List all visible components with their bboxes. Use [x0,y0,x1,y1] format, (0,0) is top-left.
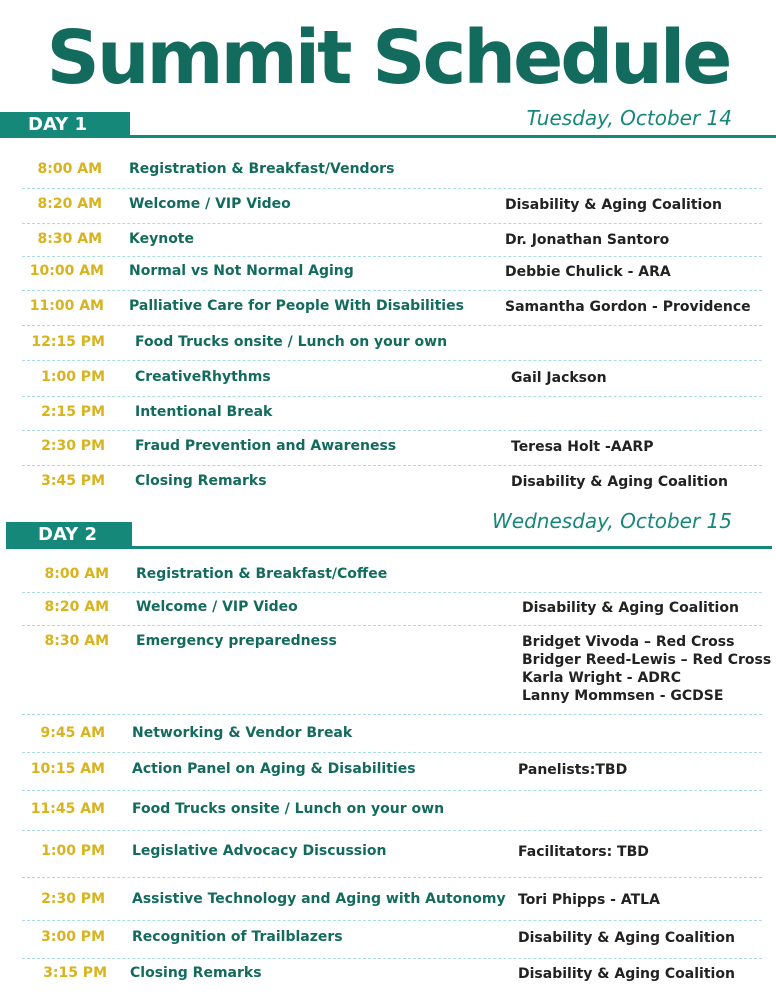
row-divider [22,752,762,753]
row-divider [22,714,762,715]
speaker-name: Bridger Reed-Lewis – Red Cross [522,652,772,668]
row-divider [22,877,762,878]
session-title: Recognition of Trailblazers [132,929,343,945]
day-1-date: Tuesday, October 14 [526,106,732,130]
session-speakers [511,473,728,491]
row-divider [22,920,762,921]
speaker-name: Disability & Aging Coalition [511,474,728,490]
session-speakers [511,438,653,456]
row-divider [22,223,762,224]
session-speakers [505,298,751,316]
session-speakers [518,965,735,983]
session-speakers [518,843,649,861]
session-title: Legislative Advocacy Discussion [132,843,387,859]
session-time: 10:00 AM [29,263,104,279]
session-title: Food Trucks onsite / Lunch on your own [135,334,448,350]
session-title: Action Panel on Aging & Disabilities [132,761,416,777]
speaker-name: Facilitators: TBD [518,844,649,860]
session-time: 8:20 AM [44,599,109,615]
session-title: Registration & Breakfast/Vendors [129,161,395,177]
session-title: Welcome / VIP Video [136,599,298,615]
speaker-name: Disability & Aging Coalition [518,966,735,982]
session-time: 8:00 AM [37,161,102,177]
session-time: 8:30 AM [37,231,102,247]
session-speakers [518,761,627,779]
row-divider [22,396,762,397]
session-title: Welcome / VIP Video [129,196,291,212]
row-divider [22,790,762,791]
speaker-name: Debbie Chulick - ARA [505,264,671,280]
session-speakers [505,196,722,214]
session-time: 2:15 PM [41,404,105,420]
session-time: 1:00 PM [41,843,105,859]
session-speakers [511,369,607,387]
session-time: 3:45 PM [41,473,105,489]
session-speakers [505,263,671,281]
session-speakers [518,891,660,909]
session-time: 2:30 PM [41,891,105,907]
row-divider [22,830,762,831]
speaker-name: Karla Wright - ADRC [522,670,681,686]
speaker-name: Panelists:TBD [518,762,628,778]
session-title: Registration & Breakfast/Coffee [136,566,388,582]
speaker-name: Teresa Holt -AARP [511,439,654,455]
session-time: 3:15 PM [43,965,107,981]
row-divider [22,360,762,361]
session-time: 12:15 PM [31,334,105,350]
session-time: 8:30 AM [44,633,109,649]
session-title: Palliative Care for People With Disabilities [129,298,464,314]
session-title: Keynote [129,231,194,247]
session-title: Closing Remarks [135,473,267,489]
session-title: Networking & Vendor Break [132,725,353,741]
speaker-name: Disability & Aging Coalition [522,600,739,616]
page-title: Summit Schedule [46,15,730,101]
row-divider [22,290,762,291]
session-time: 3:00 PM [41,929,105,945]
session-time: 8:20 AM [37,196,102,212]
row-divider [22,188,762,189]
row-divider [22,958,762,959]
row-divider [22,465,762,466]
session-title: Food Trucks onsite / Lunch on your own [132,801,445,817]
speaker-name: Lanny Mommsen - GCDSE [522,688,724,704]
session-title: Normal vs Not Normal Aging [129,263,354,279]
session-title: Intentional Break [135,404,273,420]
speaker-name: Tori Phipps - ATLA [518,892,660,908]
speaker-name: Bridget Vivoda – Red Cross [522,634,735,650]
day-1-label: DAY 1 [0,112,130,138]
speaker-name: Dr. Jonathan Santoro [505,232,670,248]
speaker-name: Gail Jackson [511,370,607,386]
session-title: Emergency preparedness [136,633,337,649]
row-divider [22,430,762,431]
session-speakers [518,929,735,947]
day-2-label: DAY 2 [6,522,132,548]
speaker-name: Samantha Gordon - Providence [505,299,751,315]
session-time: 11:00 AM [29,298,104,314]
session-speakers [505,231,669,249]
session-time: 1:00 PM [41,369,105,385]
row-divider [22,592,762,593]
day-2-date: Wednesday, October 15 [492,509,732,533]
session-time: 10:15 AM [30,761,105,777]
session-title: Closing Remarks [130,965,262,981]
speaker-name: Disability & Aging Coalition [505,197,722,213]
session-title: Fraud Prevention and Awareness [135,438,397,454]
session-title: Assistive Technology and Aging with Autonomy [132,891,506,907]
row-divider [22,325,762,326]
row-divider [22,625,762,626]
session-speakers [522,633,771,705]
session-time: 8:00 AM [44,566,109,582]
speaker-name: Disability & Aging Coalition [518,930,735,946]
session-time: 11:45 AM [30,801,105,817]
row-divider [22,256,762,257]
session-title: CreativeRhythms [135,369,271,385]
session-time: 9:45 AM [40,725,105,741]
session-time: 2:30 PM [41,438,105,454]
session-speakers [522,599,739,617]
